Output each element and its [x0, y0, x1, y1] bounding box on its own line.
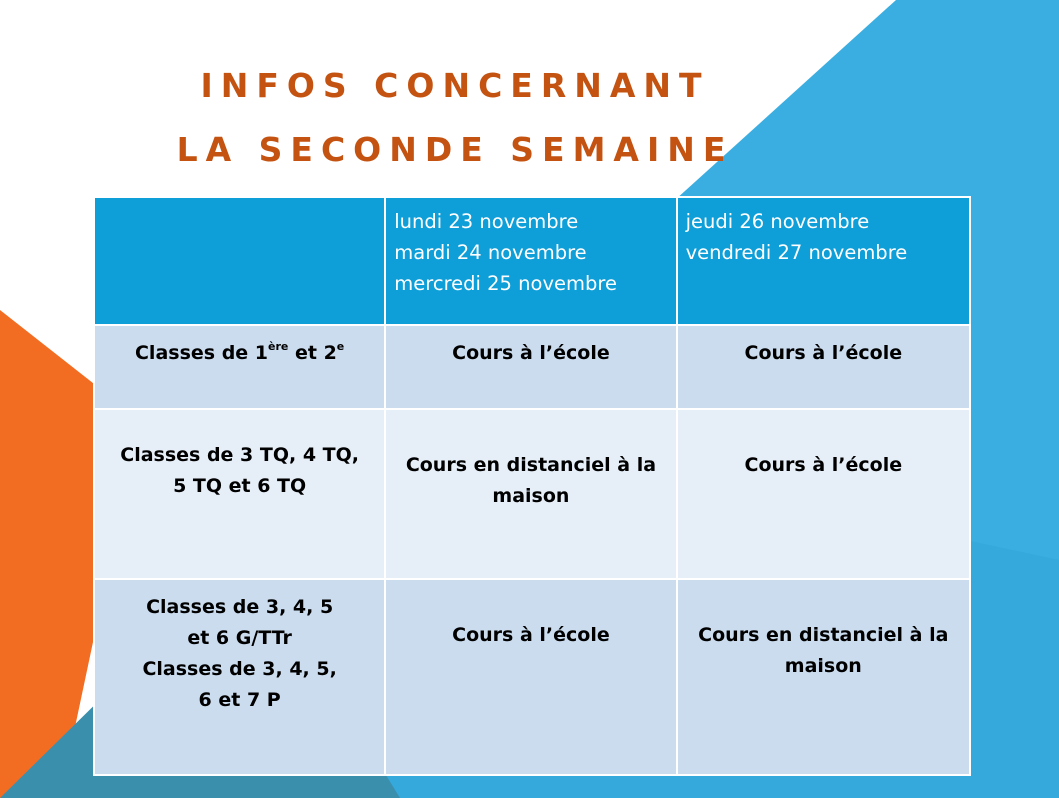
group-line: et 6 G/TTr: [187, 627, 292, 649]
cell-text: maison: [784, 655, 862, 677]
cell-text: Cours à l’école: [452, 342, 610, 364]
table-row: [94, 325, 970, 409]
group-middle: et 2: [288, 342, 337, 364]
header-empty-cell: [94, 197, 385, 325]
header-day: jeudi 26 novembre: [685, 210, 870, 233]
cell-text: Cours à l’école: [744, 454, 903, 476]
cell-text: Cours à l’école: [744, 342, 903, 364]
header-day: lundi 23 novembre: [394, 210, 579, 233]
cell-second-period: [677, 409, 970, 579]
cell-first-period: [385, 579, 676, 775]
cell-text: Cours en distanciel à la: [698, 624, 949, 646]
header-days-1: [385, 197, 676, 325]
header-day: mercredi 25 novembre: [394, 272, 617, 295]
cell-text: maison: [492, 485, 570, 507]
title-line-2: LA SECONDE SEMAINE: [176, 130, 734, 169]
table-header-row: [94, 197, 970, 325]
header-days-2: [677, 197, 970, 325]
group-line: Classes de 3, 4, 5,: [142, 658, 337, 680]
group-line: Classes de 3 TQ, 4 TQ,: [120, 444, 360, 466]
cell-second-period: [677, 325, 970, 409]
group-sup-2: e: [336, 340, 345, 353]
cell-second-period: [677, 579, 970, 775]
row-group-label: [94, 409, 385, 579]
group-line: 6 et 7 P: [198, 689, 281, 711]
header-day: mardi 24 novembre: [394, 241, 587, 264]
table-row: [94, 409, 970, 579]
table-row: [94, 579, 970, 775]
cell-text: Cours à l’école: [452, 624, 610, 646]
group-sup-1: ère: [268, 340, 289, 353]
schedule-table: [93, 196, 971, 776]
header-day: vendredi 27 novembre: [685, 241, 908, 264]
group-line: Classes de 3, 4, 5: [146, 596, 334, 618]
title-line-1: INFOS CONCERNANT: [200, 66, 710, 105]
cell-text: Cours en distanciel à la: [405, 454, 657, 476]
group-prefix: Classes de 1: [134, 342, 269, 364]
row-group-label: [94, 325, 385, 409]
cell-first-period: [385, 409, 676, 579]
group-line: 5 TQ et 6 TQ: [173, 475, 307, 497]
row-group-label: [94, 579, 385, 775]
cell-first-period: [385, 325, 676, 409]
